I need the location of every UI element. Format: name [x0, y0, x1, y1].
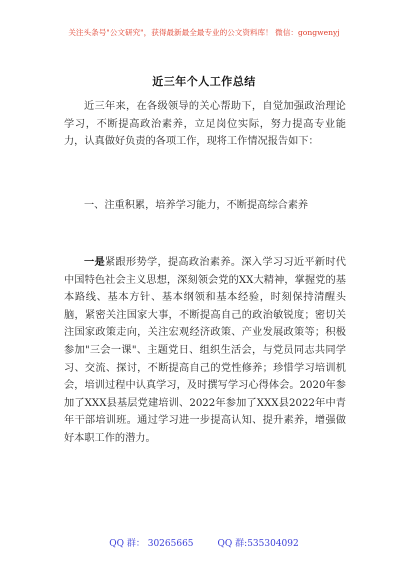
- detail-body: 紧跟形势学，提高政治素养。深入学习习近平新时代中国特色社会主义思想，深刻领会党的XX大精神，掌握党的基本路线、基本方针、基本纲领和基本经验，时刻保持清醒头脑，紧密关注国家大事，不断提高自己的政治敏锐度；密切关注国家政策走向，关注宏观经济政策、产业发展政策等；积极参加"三会一课"、主题党日、组织生活会，与党员同志共同学习、交流、探讨，不断提高自己的党性修养；珍惜学习培训机会，培训过程中认真学习，及时撰写学习心得体会。2020年参加了XXX县基层党建培训、2022年参加了XXX县2022年中青年干部培训班。通过学习进一步提高认知、提升素养，增强做好本职工作的潜力。: [64, 257, 346, 444]
- detail-lead: 一是: [84, 256, 105, 268]
- document-title: 近三年个人工作总结: [152, 75, 256, 88]
- detail-paragraph: [64, 254, 346, 448]
- footer-qq-group-1: QQ 群： 30265665: [109, 539, 194, 549]
- section-heading: 一、注重积累，培养学习能力，不断提高综合素养: [84, 200, 309, 211]
- intro-paragraph: 近三年来，在各级领导的关心帮助下，自觉加强政治理论学习，不断提高政治素养，立足岗位实际，努力提高专业能力，认真做好负责的各项工作，现将工作情况报告如下：: [64, 101, 346, 148]
- footer-contact: [0, 536, 408, 549]
- footer-qq-group-2: QQ 群:535304092: [217, 539, 299, 549]
- header-banner: 关注头条号"公文研究"，获得最新最全最专业的公文资料库！ 微信：gongwenyj: [68, 28, 340, 37]
